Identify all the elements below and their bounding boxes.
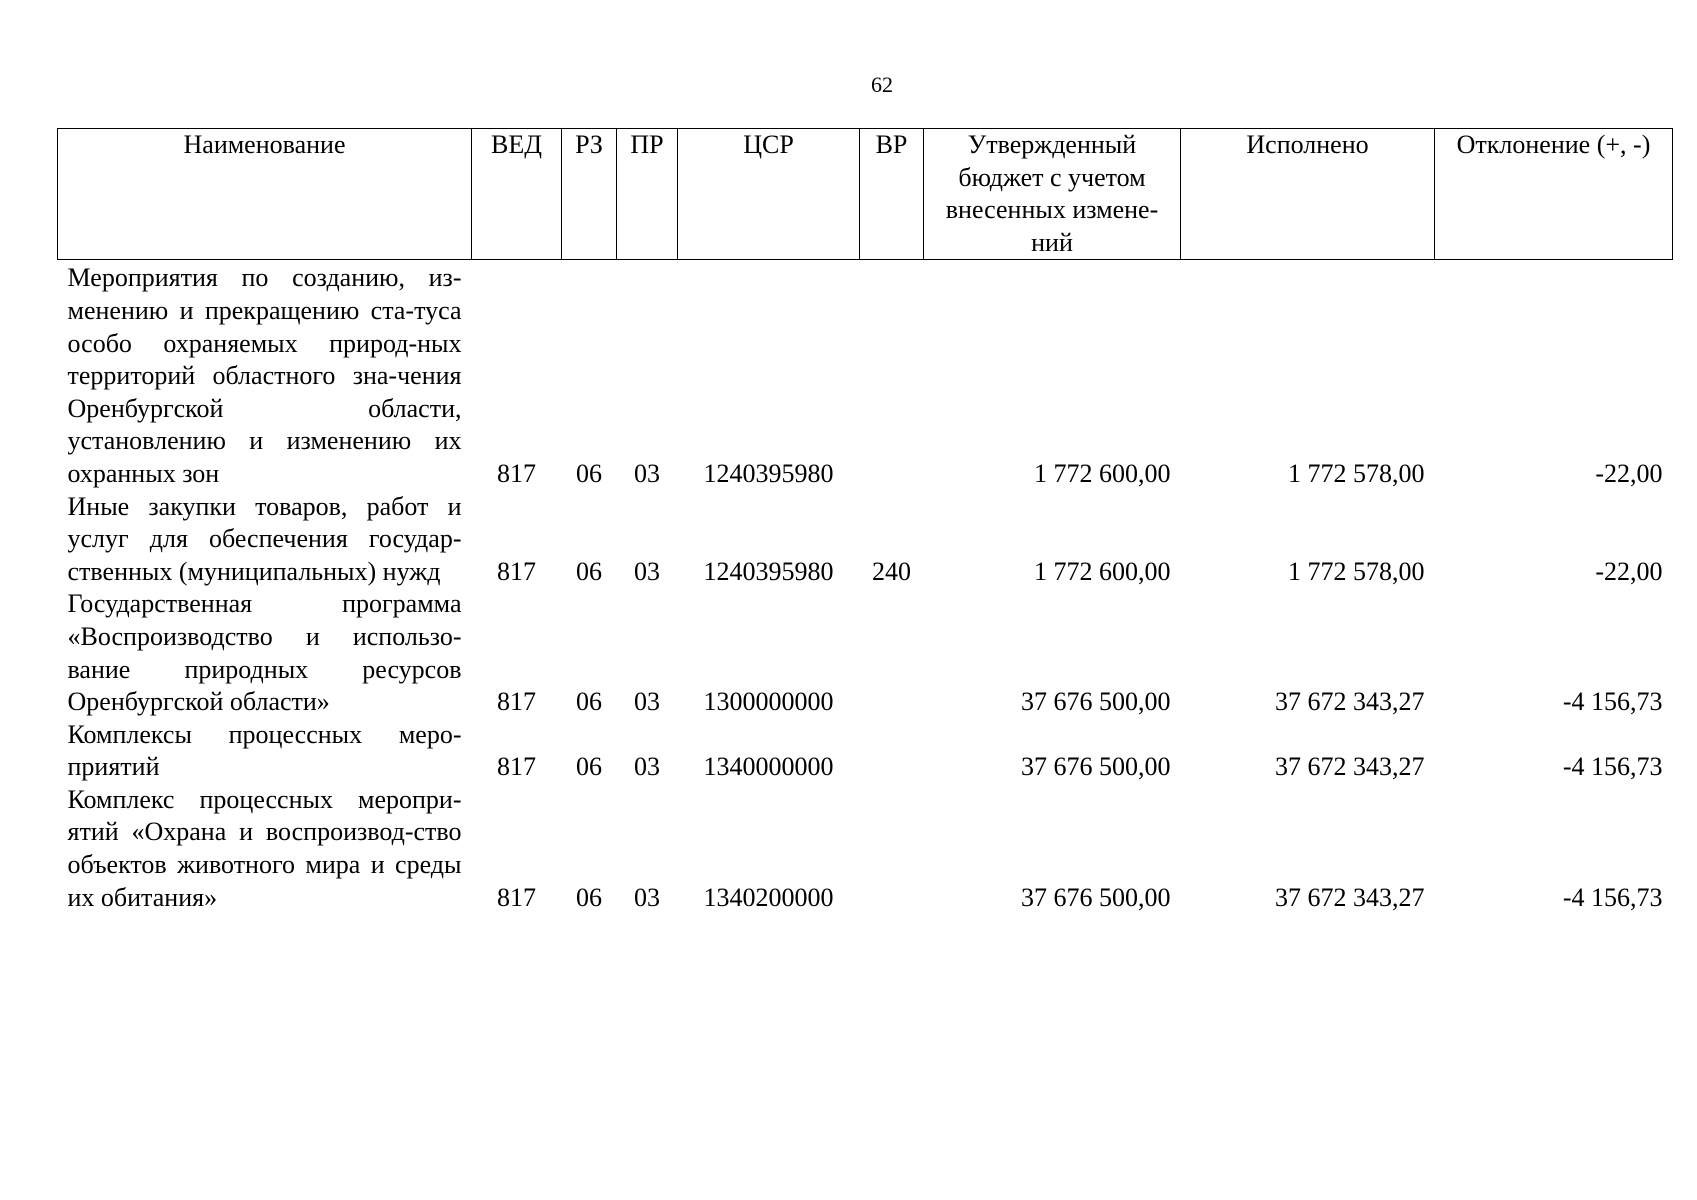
row-ved: 817: [497, 556, 536, 586]
row-executed: 37 672 343,27: [1275, 687, 1425, 717]
row-csr: 1300000000: [703, 687, 834, 717]
row-deviation: -22,00: [1595, 556, 1663, 586]
row-ved: 817: [497, 882, 536, 912]
header-approved: Утвержденный бюджет с учетом внесенных измене-ний: [924, 129, 1181, 260]
header-deviation: Отклонение (+, -): [1435, 129, 1673, 260]
row-name: Государственная программа «Воспроизводство и использо-вание природных ресурсов Оренбургской области»: [67, 589, 462, 717]
row-executed: 1 772 578,00: [1288, 556, 1425, 586]
row-vr: 240: [872, 556, 911, 586]
table-header-row: [58, 129, 1673, 260]
header-ved: ВЕД: [472, 129, 562, 260]
row-approved: 1 772 600,00: [1034, 556, 1171, 586]
row-rz: 06: [576, 687, 602, 717]
row-ved: 817: [497, 458, 536, 488]
row-pr: 03: [634, 752, 660, 782]
row-deviation: -22,00: [1595, 458, 1663, 488]
row-csr: 1340200000: [703, 882, 834, 912]
row-name: Иные закупки товаров, работ и услуг для обеспечения государ-ственных (муниципальных) нужд: [67, 491, 462, 586]
header-pr: ПР: [617, 129, 678, 260]
header-executed: Исполнено: [1181, 129, 1435, 260]
row-approved: 1 772 600,00: [1034, 458, 1171, 488]
header-name: Наименование: [58, 129, 472, 260]
budget-table: [57, 128, 1673, 914]
header-rz: РЗ: [562, 129, 617, 260]
row-executed: 37 672 343,27: [1275, 752, 1425, 782]
table-row: [58, 260, 1673, 491]
row-deviation: -4 156,73: [1562, 752, 1663, 782]
row-approved: 37 676 500,00: [1021, 882, 1171, 912]
row-ved: 817: [497, 687, 536, 717]
header-vr: ВР: [860, 129, 924, 260]
row-name: Комплекс процессных меропри-ятий «Охрана и воспроизвод-ство объектов животного мира и среды их обитания»: [67, 784, 462, 912]
row-deviation: -4 156,73: [1562, 882, 1663, 912]
row-csr: 1240395980: [703, 458, 834, 488]
table-row: [58, 588, 1673, 718]
row-pr: 03: [634, 556, 660, 586]
row-csr: 1240395980: [703, 556, 834, 586]
row-rz: 06: [576, 752, 602, 782]
row-vr: [860, 588, 924, 718]
row-rz: 06: [576, 458, 602, 488]
row-rz: 06: [576, 882, 602, 912]
row-executed: 1 772 578,00: [1288, 458, 1425, 488]
row-approved: 37 676 500,00: [1021, 687, 1171, 717]
row-pr: 03: [634, 687, 660, 717]
row-deviation: -4 156,73: [1562, 687, 1663, 717]
page-number: 62: [871, 72, 893, 97]
row-rz: 06: [576, 556, 602, 586]
table-row: [58, 491, 1673, 589]
row-pr: 03: [634, 882, 660, 912]
row-vr: [860, 260, 924, 491]
row-csr: 1340000000: [703, 752, 834, 782]
row-pr: 03: [634, 458, 660, 488]
row-vr: [860, 784, 924, 914]
row-ved: 817: [497, 752, 536, 782]
row-name: Мероприятия по созданию, из-менению и прекращению ста-туса особо охраняемых природ-ных территорий областного зна-чения Оренбургской области, установлению и изменению их охранных зон: [67, 263, 462, 488]
row-name: Комплексы процессных меро-приятий: [67, 719, 462, 782]
row-approved: 37 676 500,00: [1021, 752, 1171, 782]
row-executed: 37 672 343,27: [1275, 882, 1425, 912]
row-vr: [860, 719, 924, 784]
header-csr: ЦСР: [678, 129, 860, 260]
table-row: [58, 719, 1673, 784]
table-row: [58, 784, 1673, 914]
